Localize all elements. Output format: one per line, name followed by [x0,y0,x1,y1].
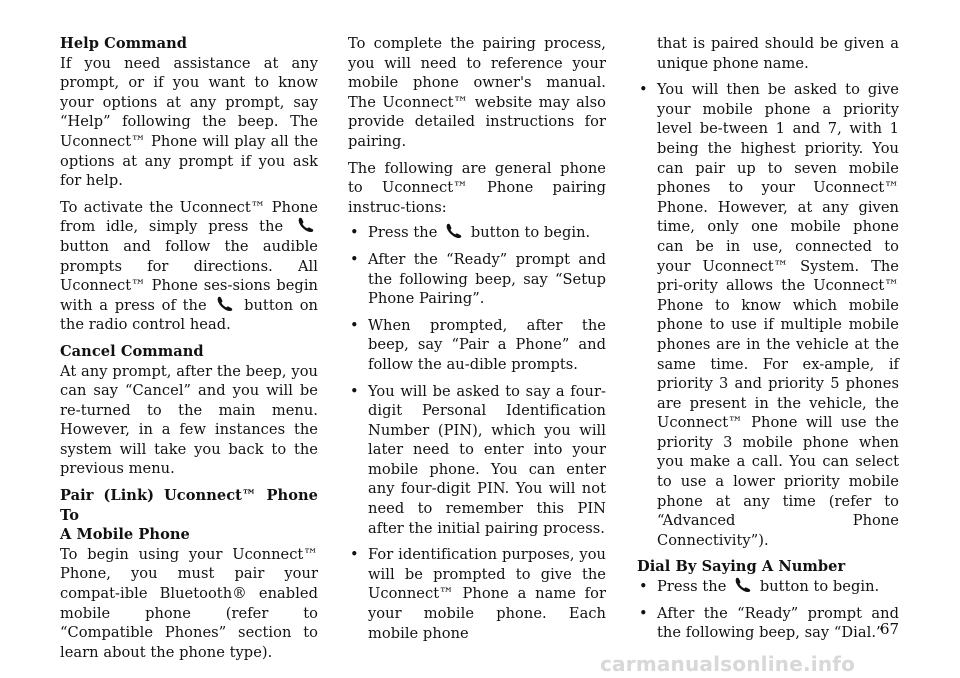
watermark: carmanualsonline.info [600,652,856,676]
column-2 [348,34,606,650]
pairing-general: The following are general phone to Uconnect™ Phone pairing instruc-tions: [348,159,606,216]
pairing-steps-continued [637,34,899,550]
bullet: • [639,604,648,622]
bullet: • [639,81,648,99]
priority-text: You will then be asked to give your mobile phone a priority level be-tween 1 and 7, with 1 being the highest priority. You can pair up to seven mobile phones to your Uconnect™ Phone. However, at any given time, only one mobile phone can be in use, connected to your Uconnect™ System. The pri-ority allows the Uconnect™ Phone to know which mobile phone to use if multiple mobile phones are in the vehicle at the same time. For ex-ample, if priority 3 and priority 5 phones are present in the vehicle, the Uconnect™ Phone will use the priority 3 mobile phone when you make a call. You can select to use a lower priority mobile phone at any time (refer to “Advanced Phone Connectivity”). [657,81,899,549]
list-item-continued [637,34,899,73]
list-item [348,223,606,243]
step-3-text: When prompted, after the beep, say “Pair a Phone” and follow the au-dible prompts. [368,316,606,373]
step-1-text-a: Press the [368,224,438,242]
page-number: 67 [880,620,900,638]
list-item [637,80,899,550]
activate-text-b: button and follow the audible prompts for directions. All Uconnect™ Phone ses-sions begin with a press of the [60,237,318,314]
phone-handset-icon [733,577,753,592]
phone-handset-icon [215,296,235,311]
list-item [637,604,899,643]
help-command-heading: Help Command [60,35,188,52]
pairing-steps-list [348,223,606,643]
activate-text-a: To activate the Uconnect™ Phone from idle, simply press the [60,198,318,236]
pair-text: To begin using your Uconnect™ Phone, you must pair your compat-ible Bluetooth® enabled mobile phone (refer to “Compatible Phones” section to learn about the phone type). [60,545,318,661]
list-item [348,545,606,643]
dial-step-1-text-a: Press the [657,578,727,596]
step-5-continued: that is paired should be given a unique phone name. [657,35,899,72]
list-item [348,382,606,539]
list-item [637,577,899,597]
dial-step-1-text-b: button to begin. [759,578,880,596]
list-item [348,316,606,375]
phone-handset-icon [296,217,316,232]
cancel-command-text: At any prompt, after the beep, you can say “Cancel” and you will be re-turned to the main menu. However, in a few instances the system will take you back to the previous menu. [60,362,318,478]
step-5-text: For identification purposes, you will be prompted to give the Uconnect™ Phone a name for your mobile phone. Each mobile phone [368,546,606,642]
bullet: • [350,250,359,268]
pair-heading-line-2: A Mobile Phone [60,526,190,544]
pairing-intro: To complete the pairing process, you will need to reference your mobile phone owner's manual. The Uconnect™ website may also provide detailed instructions for pairing. [348,35,606,150]
phone-handset-icon [444,223,464,238]
dial-number-heading: Dial By Saying A Number [637,558,846,576]
bullet: • [350,224,359,242]
bullet: • [350,316,359,334]
dial-step-2-text: After the “Ready” prompt and the following beep, say “Dial.” [657,604,899,642]
step-1-text-b: button to begin. [470,224,591,242]
column-3 [637,34,899,650]
bullet: • [350,546,359,564]
step-4-text: You will be asked to say a four-digit Personal Identification Number (PIN), which you will later need to enter into your mobile phone. You can enter any four-digit PIN. You will not need to remember this PIN after the initial pairing process. [368,382,606,537]
dial-steps-list [637,577,899,643]
column-1 [60,34,318,669]
help-command-text: If you need assistance at any prompt, or if you want to know your options at any prompt, say “Help” following the beep. The Uconnect™ Phone will play all the options at any prompt if you ask for help. [60,54,318,190]
cancel-command-heading: Cancel Command [60,342,204,360]
activate-text-c: button on the radio control head. [60,296,318,334]
bullet: • [639,578,648,596]
bullet: • [350,382,359,400]
activate-paragraph [60,198,318,335]
list-item [348,250,606,309]
step-2-text: After the “Ready” prompt and the following beep, say “Setup Phone Pairing”. [368,250,606,308]
pair-heading-line-1: Pair (Link) Uconnect™ Phone To [60,487,318,524]
